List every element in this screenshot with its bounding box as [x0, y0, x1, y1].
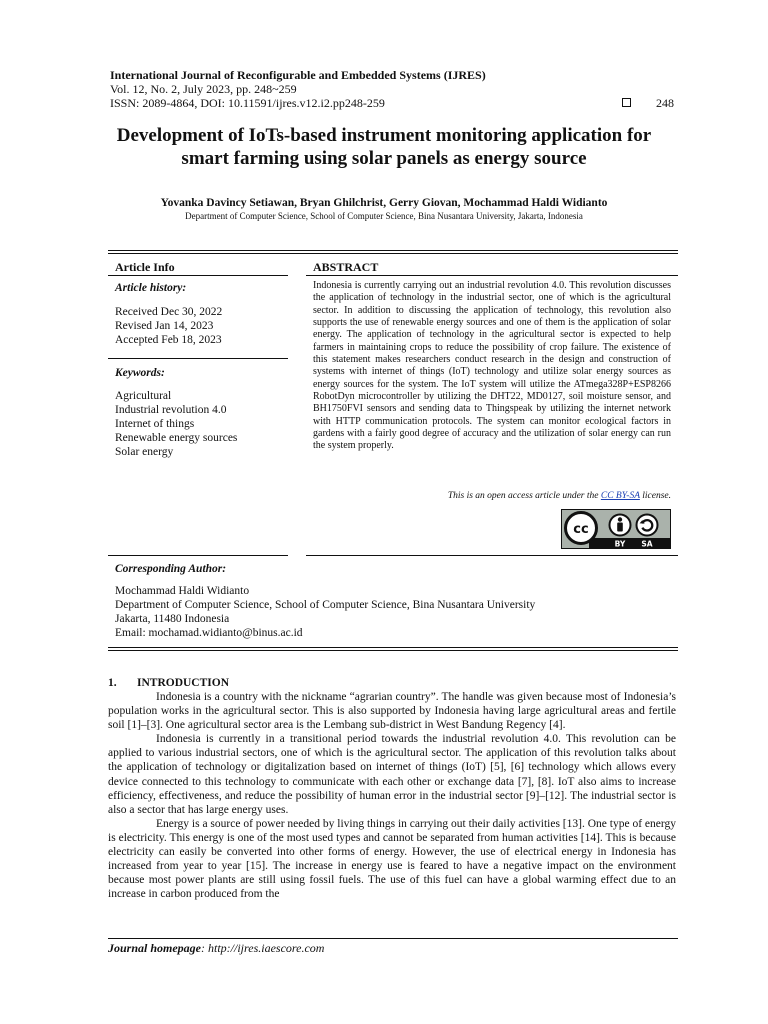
- received-date: Received Dec 30, 2022: [115, 306, 223, 318]
- accepted-date: Accepted Feb 18, 2023: [115, 334, 222, 346]
- keywords-rule: [108, 358, 288, 359]
- license-suffix: license.: [639, 491, 671, 501]
- corresponding-rule-left: [108, 555, 288, 556]
- abstract-text: Indonesia is currently carrying out an industrial revolution 4.0. This revolution discusses the application of technology in the industrial sector, one of which is the agricultural sector. In addition to discussing the application of technology, this revolution also supports the use of renewable energy sources and one of them is the application of solar energy. The application of technology in the agricultural sector is expected to help farmers in maintaining crops to reduce the possibility of crop failure. The existence of this statement makes researchers conduct research in the design and construction of systems with internet of things (IoT) technology and utilize solar energy sources as energy sources for the system. The IoT system will utilize the ATmega328P+ESP8266 RobotDyn microcontroller by utilizing the DHT22, MD0127, soil moisture sensor, and BH1750FVI sensors and sending data to Thingspeak by utilizing the internet network with HTTP communication protocols. The system can monitor ecological factors in gardens with a fairly good degree of accuracy and the utilization of solar energy can run the system properly.: [313, 280, 671, 452]
- revised-date: Revised Jan 14, 2023: [115, 320, 214, 332]
- introduction-body: [108, 690, 676, 901]
- homepage-url[interactable]: : http://ijres.iaescore.com: [201, 941, 325, 955]
- badge-by-label: BY: [614, 539, 626, 549]
- section-number: 1.: [108, 677, 117, 689]
- page-number: 248: [656, 96, 674, 110]
- corresponding-name: Mochammad Haldi Widianto: [115, 585, 250, 597]
- corresponding-email: Email: mochamad.widianto@binus.ac.id: [115, 627, 303, 639]
- cc-by-sa-link[interactable]: CC BY-SA: [600, 491, 640, 501]
- keywords-label: Keywords:: [115, 367, 165, 379]
- license-prefix: This is an open access article under the: [447, 491, 601, 501]
- abstract-rule: [306, 275, 678, 276]
- author-affiliation: Department of Computer Science, School of Computer Science, Bina Nusantara University, Jakarta, Indonesia: [185, 211, 583, 221]
- keyword-item: Industrial revolution 4.0: [115, 404, 227, 416]
- section-rule-bottom-second: [108, 650, 678, 651]
- license-statement: [313, 491, 671, 501]
- attribution-head: [618, 517, 622, 521]
- badge-sa-label: SA: [641, 539, 653, 549]
- square-bullet-icon: [622, 98, 631, 107]
- cc-by-sa-badge[interactable]: [561, 509, 671, 549]
- section-rule-top-second: [108, 253, 678, 254]
- keyword-item: Solar energy: [115, 446, 174, 458]
- cc-glyph: cc: [573, 522, 589, 537]
- share-alike-icon: [637, 515, 658, 536]
- keyword-item: Renewable energy sources: [115, 432, 238, 444]
- paper-title: Development of IoTs-based instrument monitoring application for smart farming using solar panels as energy source: [116, 125, 652, 169]
- intro-paragraph: Energy is a source of power needed by living things in carrying out their daily activities [13]. One type of energy is electricity. This energy is one of the most used types and cannot be separated from human activities [14]. This is because electricity can easily be converted into other forms of energy. However, the use of electrical energy in Indonesia has increased from year to year [15]. The increase in energy use is feared to have a negative impact on the environment because most power plants are still using fossil fuels. The use of this fuel can have a global warming effect due to an increase in carbon produced from the: [108, 817, 676, 901]
- volume-line: Vol. 12, No. 2, July 2023, pp. 248~259: [110, 82, 297, 96]
- journal-homepage: [108, 941, 324, 956]
- article-history-label: Article history:: [115, 282, 187, 294]
- intro-paragraph: Indonesia is a country with the nickname “agrarian country”. The handle was given because most of Indonesia’s population works in the agricultural sector. This is also supported by Indonesia having large agricultural areas and fertile soil [1]–[3]. One agricultural sector area is the Lembang sub-district in West Bandung Regency [4].: [108, 691, 676, 732]
- article-info-rule: [108, 275, 288, 276]
- keyword-item: Agricultural: [115, 390, 172, 402]
- abstract-heading: ABSTRACT: [313, 260, 379, 274]
- section-rule-bottom: [108, 647, 678, 648]
- keyword-item: Internet of things: [115, 418, 195, 430]
- attribution-body: [617, 523, 623, 532]
- author-list: Yovanka Davincy Setiawan, Bryan Ghilchrist, Gerry Giovan, Mochammad Haldi Widianto: [160, 197, 608, 209]
- corresponding-city: Jakarta, 11480 Indonesia: [115, 613, 230, 625]
- corresponding-rule-right: [306, 555, 678, 556]
- corresponding-department: Department of Computer Science, School of Computer Science, Bina Nusantara University: [115, 599, 536, 611]
- section-rule-top: [108, 250, 678, 251]
- introduction-heading: [108, 677, 229, 689]
- journal-name: International Journal of Reconfigurable and Embedded Systems (IJRES): [110, 68, 486, 82]
- homepage-label: Journal homepage: [108, 941, 202, 955]
- footer-rule: [108, 938, 678, 939]
- section-title: INTRODUCTION: [137, 677, 230, 689]
- corresponding-author-label: Corresponding Author:: [115, 563, 227, 575]
- intro-paragraph: Indonesia is currently in a transitional period towards the industrial revolution 4.0. This revolution can be applied to various industrial sectors, one of which is the agricultural sector. The application of this revolution talks about the application of technology or digitalization based on internet of things (IoT) [5], [6] technology which allows every device connected to this technology to communicate with each other or exchange data [7], [8]. IoT also aims to increase efficiency, effectiveness, and reduce the possibility of human error in the industrial sector [9]–[12]. The industrial sector is also a sector that has large energy uses.: [108, 733, 676, 816]
- article-info-heading: Article Info: [115, 260, 175, 274]
- badge-strip: [589, 538, 671, 549]
- issn-doi-line: ISSN: 2089-4864, DOI: 10.11591/ijres.v12.i2.pp248-259: [110, 96, 385, 110]
